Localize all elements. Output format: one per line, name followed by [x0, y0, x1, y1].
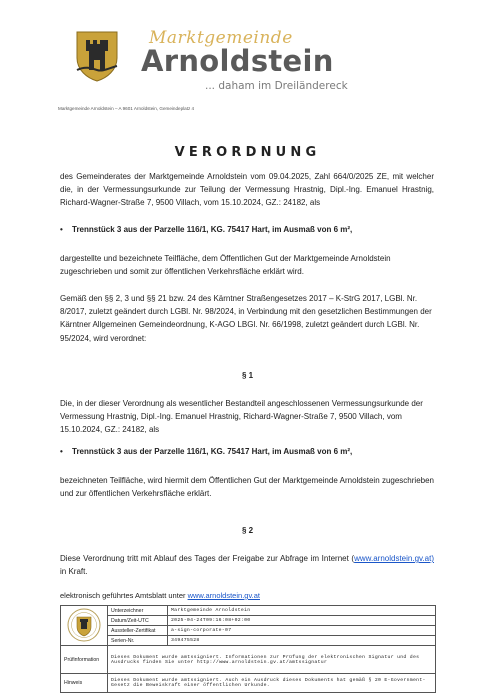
paragraph-dedication: dargestellte und bezeichnete Teilfläche, dem Öffentlichen Gut der Marktgemeinde Arnoldstein zugeschrieben und somit zur öffentlichen Verkehrsfläche erklärt wird. — [60, 254, 391, 277]
certificate-value: a-sign-corporate-07 — [168, 626, 436, 636]
datetime-value: 2025-04-24T09:16:08+02:00 — [168, 616, 436, 626]
effective-text-end: in Kraft. — [60, 567, 88, 577]
brand-name: Arnoldstein — [141, 44, 334, 78]
bullet-icon: • — [60, 225, 63, 234]
amtsblatt-link[interactable]: www.arnoldstein.gv.at — [187, 591, 260, 600]
signer-value: Marktgemeinde Arnoldstein — [168, 606, 436, 616]
municipality-logo — [75, 28, 350, 96]
section-heading-2: § 2 — [241, 526, 254, 535]
serial-label: Serien-Nr. — [108, 636, 168, 646]
paragraph-designation: bezeichneten Teilfläche, wird hiermit dem Öffentlichen Gut der Marktgemeinde Arnoldstein zugeschrieben und zur öffentlichen Verkehrsfläche erklärt. — [60, 476, 434, 499]
paragraph-legal-basis: Gemäß den §§ 2, 3 und §§ 21 bzw. 24 des Kärntner Straßengesetzes 2017 – K-StrG 2017, LGBl. Nr. 8/2017, zuletzt geändert durch LGBl. Nr. 98/2024, in Verbindung mit den gesetzlichen Bestimmungen der Kärntner Allgemeinen Gemeindeordnung, K-AGO LBGl. Nr. 66/1998, zuletzt geändert durch LGBl. Nr. 95/2024, wird verordnet: — [60, 294, 432, 343]
bullet-text: Trennstück 3 aus der Parzelle 116/1, KG. 75417 Hart, im Ausmaß von 6 m², — [72, 447, 353, 456]
bullet-item — [60, 447, 352, 456]
datetime-label: Datum/Zeit-UTC — [108, 616, 168, 626]
paragraph-effective-date — [60, 552, 434, 578]
bullet-icon: • — [60, 447, 63, 456]
signature-seal — [61, 606, 108, 646]
signature-block — [60, 605, 436, 693]
verification-label: Prüfinformation — [61, 646, 108, 674]
certificate-label: Aussteller-Zertifikat — [108, 626, 168, 636]
intro-paragraph: des Gemeinderates der Marktgemeinde Arnoldstein vom 09.04.2025, Zahl 664/0/2025 ZE, mit welcher die, in der Vermessungsurkunde zur Teilung der Vermessung Hrastnig, Dipl.-Ing. Emanuel Hrastnig, Richard-Wagner-Straße 7, 9500 Villach, vom 15.10.2024, GZ.: 24182, als — [60, 172, 434, 208]
note-label: Hinweis — [61, 674, 108, 693]
amtsblatt-line — [60, 591, 260, 600]
bullet-text: Trennstück 3 aus der Parzelle 116/1, KG. 75417 Hart, im Ausmaß von 6 m², — [72, 225, 353, 234]
coat-of-arms-icon — [75, 30, 119, 82]
website-link[interactable]: www.arnoldstein.gv.at) — [354, 554, 434, 563]
paragraph-section-1: Die, in der dieser Verordnung als wesentlicher Bestandteil angeschlossenen Vermessungsurkunde der Vermessung Hrastnig, Dipl.-Ing. Emanuel Hrastnig, Richard-Wagner-Straße 7, 9500 Villach, vom 15.10.2024, GZ.: 24182, als — [60, 399, 423, 435]
verification-value: Dieses Dokument wurde amtssigniert. Informationen zur Prüfung der elektronischen Signatur und des Ausdrucks finden Sie unter http://www.arnoldstein.gv.at/amtssignatur — [108, 646, 436, 674]
effective-text-start: Diese Verordnung tritt mit Ablauf des Tages der Freigabe zur Abfrage im Internet ( — [60, 554, 355, 563]
sender-address: Marktgemeinde Arnoldstein – A 9601 Arnoldstein, Gemeindeplatz 4 — [58, 106, 195, 111]
bullet-item — [60, 225, 352, 234]
serial-value: 349475528 — [168, 636, 436, 646]
amtsblatt-text: elektronisch geführtes Amtsblatt unter — [60, 591, 188, 600]
brand-slogan: ... daham im Dreiländereck — [205, 80, 348, 92]
section-heading-1: § 1 — [241, 371, 254, 380]
note-value: Dieses Dokument wurde amtssigniert. Auch ein Ausdruck dieses Dokuments hat gemäß § 20 E-Government-Gesetz die Beweiskraft einer öffentlichen Urkunde. — [108, 674, 436, 693]
brand-tagline-top: Marktgemeinde — [149, 28, 293, 48]
signer-label: Unterzeichner — [108, 606, 168, 616]
document-title: VERORDNUNG — [174, 145, 321, 160]
official-seal-icon — [66, 607, 102, 643]
